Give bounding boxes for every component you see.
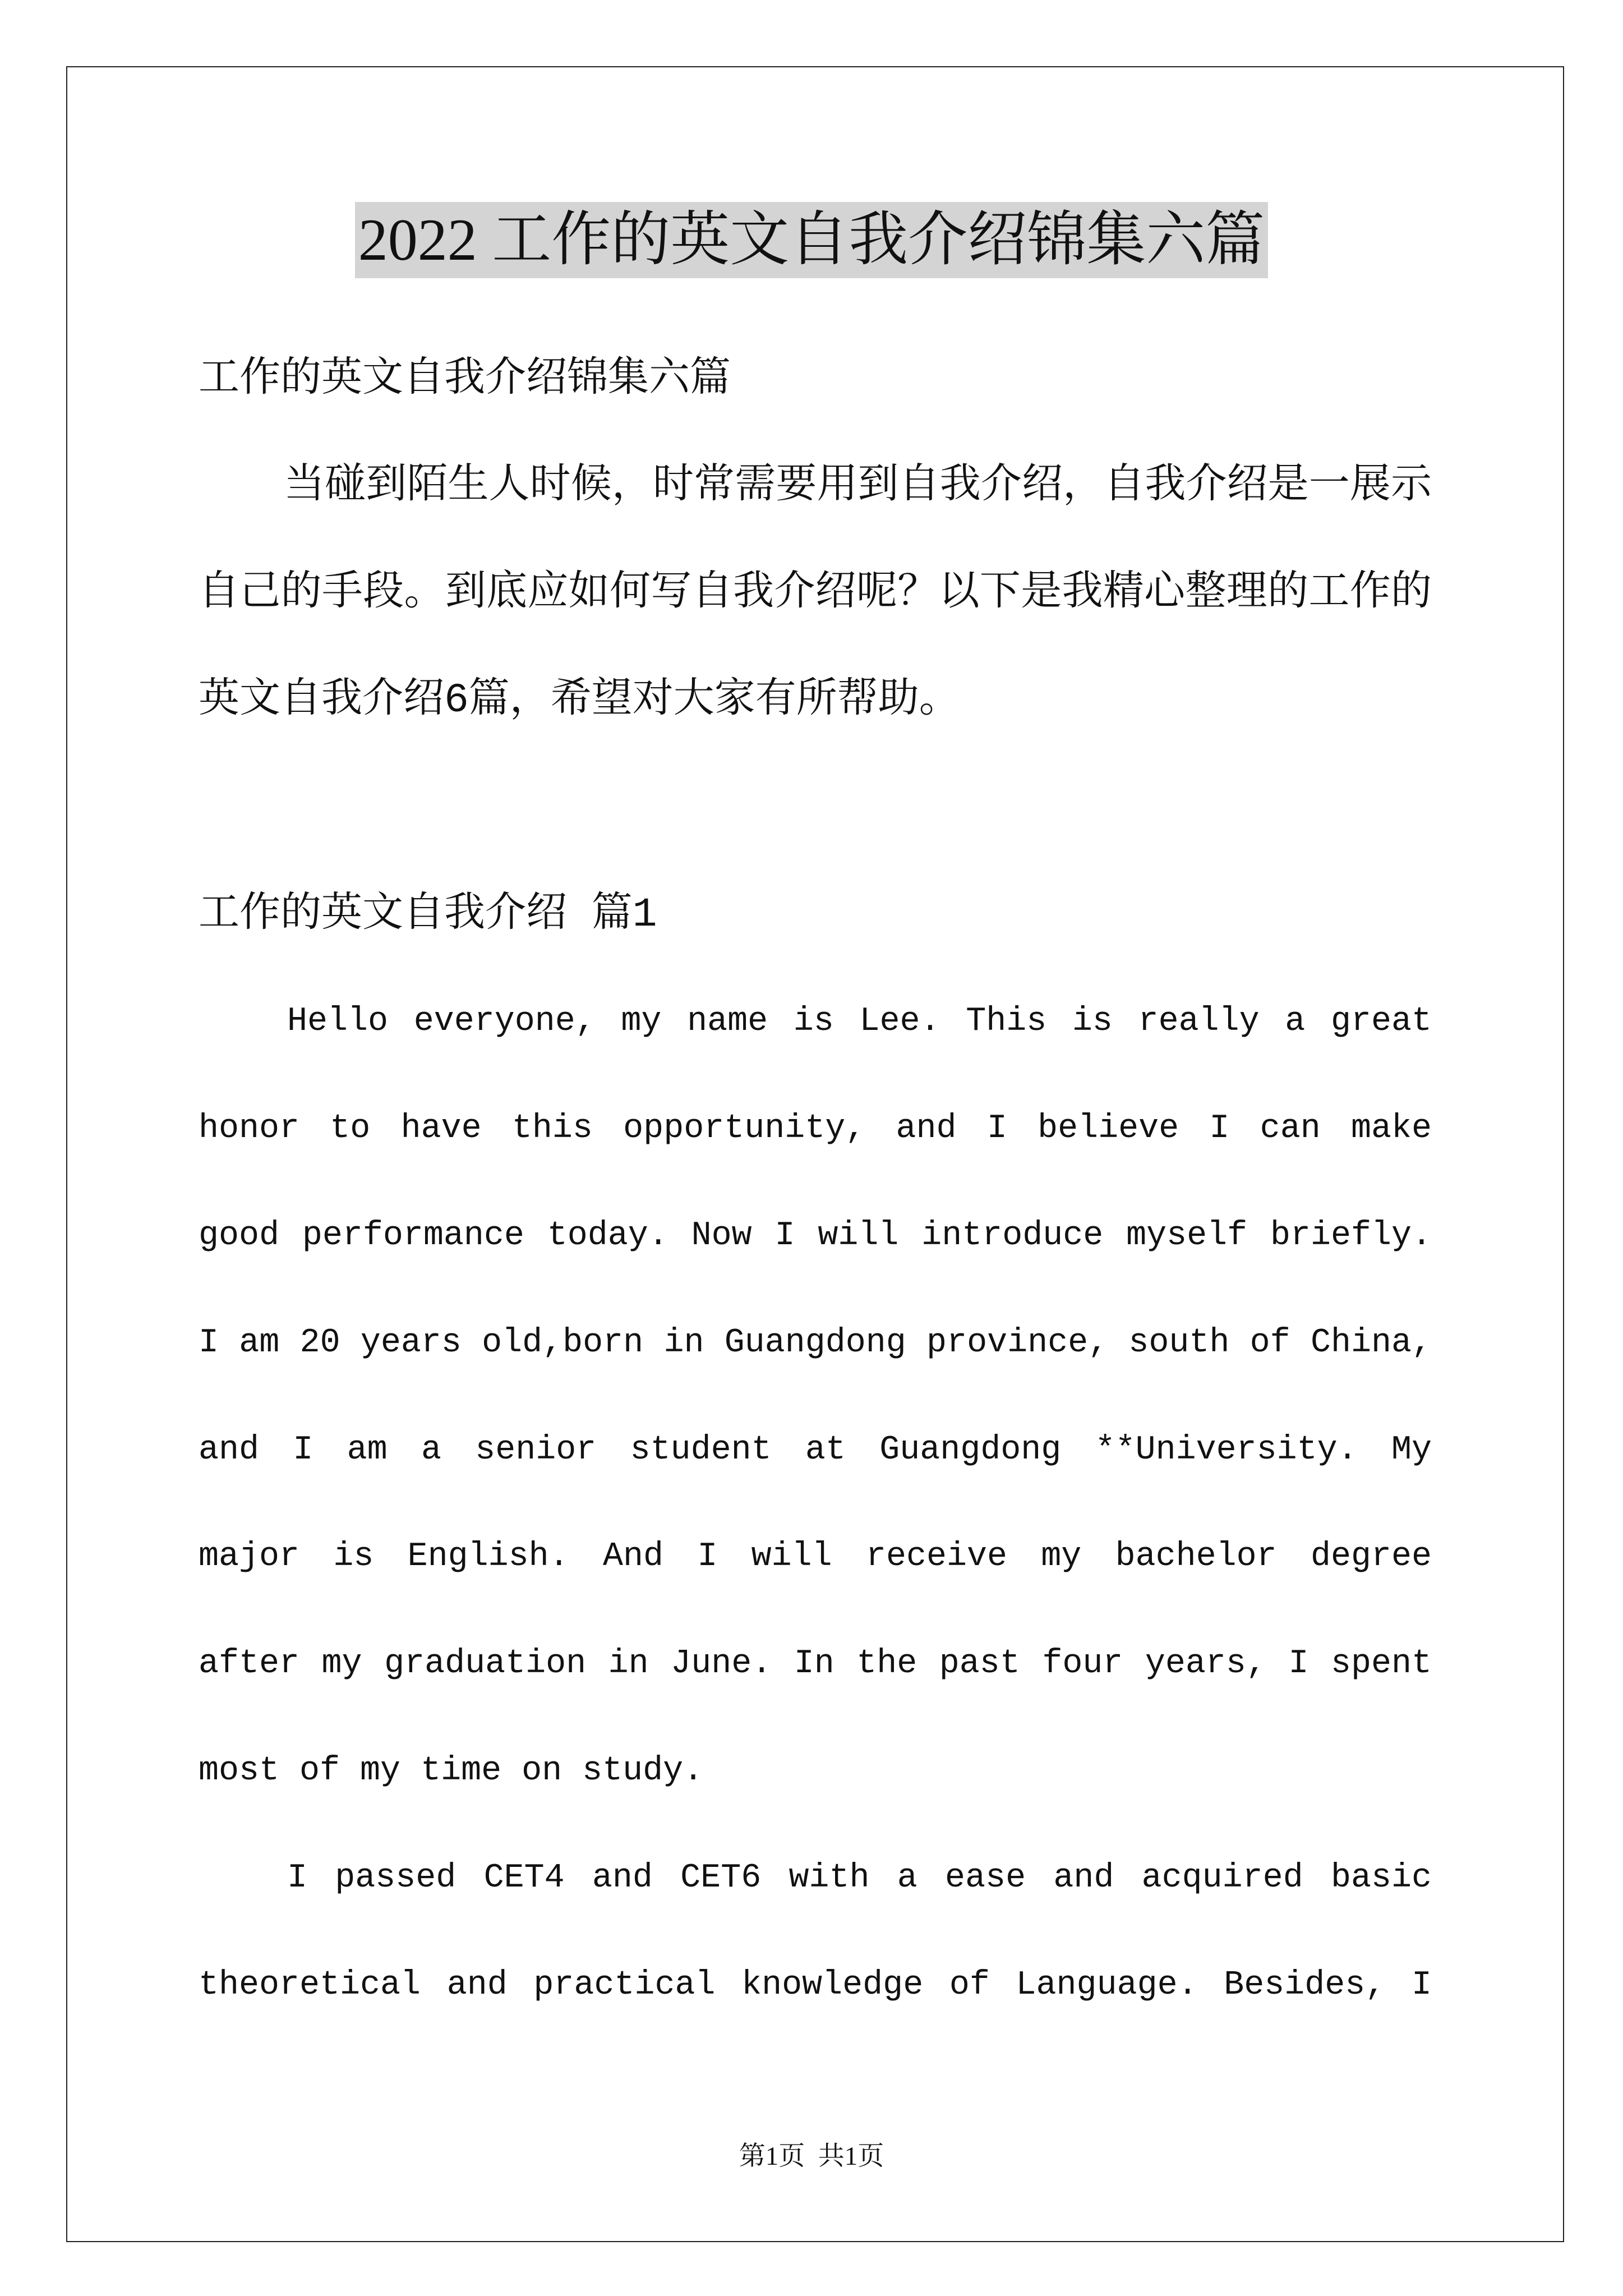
document-body	[199, 326, 1432, 2039]
paragraph-line: major is English. And I will receive my bachelor degree	[199, 1538, 1432, 1576]
paragraph-line: honor to have this opportunity, and I believe I can make	[199, 1110, 1432, 1148]
page-footer: 第1页 共1页	[739, 2142, 884, 2171]
intro-line: 英文自我介绍6篇，希望对大家有所帮助。	[199, 677, 960, 724]
title-container	[0, 202, 1623, 278]
document-title: 2022 工作的英文自我介绍锦集六篇	[355, 202, 1269, 278]
paragraph-line: Hello everyone, my name is Lee. This is really a great	[287, 1002, 1432, 1041]
paragraph-line: I passed CET4 and CET6 with a ease and acquired basic	[287, 1858, 1432, 1897]
paragraph-line: I am 20 years old,born in Guangdong province, south of China,	[199, 1323, 1432, 1362]
paragraph-line: and I am a senior student at Guangdong **University. My	[199, 1430, 1432, 1469]
intro-line: 自己的手段。到底应如何写自我介绍呢？以下是我精心整理的工作的	[199, 570, 1432, 617]
document-subtitle: 工作的英文自我介绍锦集六篇	[199, 356, 731, 403]
intro-line: 当碰到陌生人时候，时常需要用到自我介绍，自我介绍是一展示	[284, 463, 1432, 510]
paragraph-line: theoretical and practical knowledge of Language. Besides, I	[199, 1966, 1432, 2004]
paragraph-line: good performance today. Now I will introduce myself briefly.	[199, 1216, 1432, 1255]
paragraph-line: most of my time on study.	[199, 1751, 704, 1790]
paragraph-line: after my graduation in June. In the past four years, I spent	[199, 1645, 1432, 1683]
section-heading: 工作的英文自我介绍 篇1	[199, 891, 657, 938]
blank-line	[199, 754, 1432, 862]
